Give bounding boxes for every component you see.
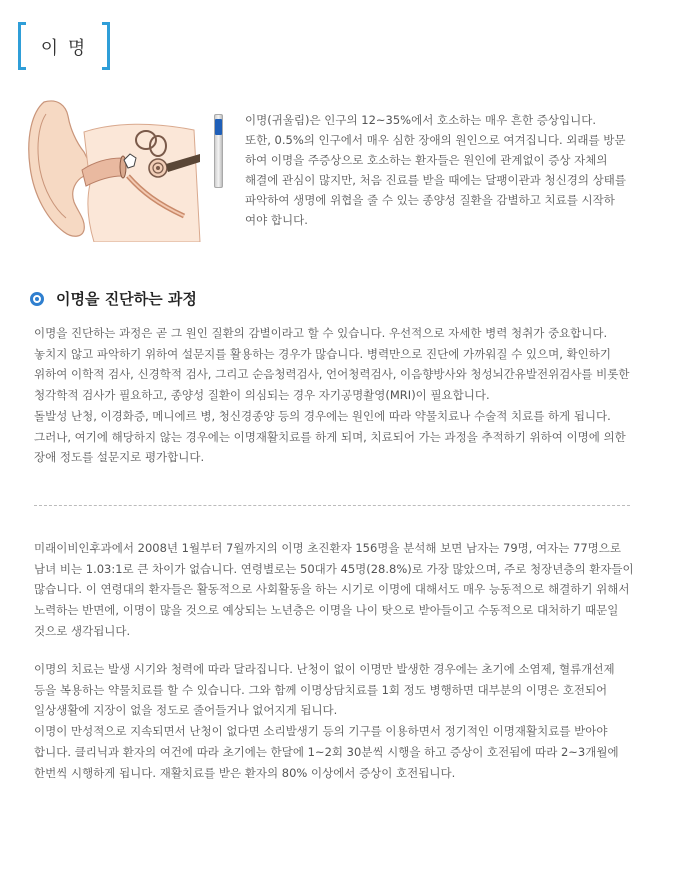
section-title: 이명을 진단하는 과정 (56, 290, 197, 308)
diagnosis-paragraph (34, 323, 644, 468)
paragraph-line: 미래이비인후과에서 2008년 1월부터 7월까지의 이명 초진환자 156명을 분석해 보면 남자는 79명, 여자는 77명으로 (34, 541, 621, 555)
paragraph-line: 남녀 비는 1.03:1로 큰 차이가 없습니다. 연령별로는 50대가 45명(28.8%)로 가장 많았으며, 주로 청장년층의 환자들이 (34, 561, 634, 576)
page-title: 이 명 (40, 38, 88, 59)
treatment-paragraph (34, 659, 644, 783)
circle-bullet-icon (30, 292, 44, 306)
paragraph-line: 이명을 진단하는 과정은 곧 그 원인 질환의 감별이라고 할 수 있습니다. 우선적으로 자세한 병력 청취가 중요합니다. (34, 326, 608, 340)
paragraph-line: 합니다. 클리닉과 환자의 여건에 따라 초기에는 한달에 1~2회 30분씩 시행을 하고 증상이 호전됨에 따라 2~3개월에 (34, 744, 619, 759)
paragraph-line: 놓치지 않고 파악하기 위하여 설문지를 활용하는 경우가 많습니다. 병력만으로 진단에 가까워질 수 있으며, 확인하기 (34, 346, 611, 361)
intro-text (245, 110, 625, 230)
statistics-paragraph (34, 538, 644, 642)
paragraph-line: 한번씩 시행하게 됩니다. 재활치료를 받은 환자의 80% 이상에서 증상이 호전됩니다. (34, 765, 456, 780)
intro-line: 또한, 0.5%의 인구에서 매우 심한 장애의 원인으로 여겨집니다. 외래를 방문 (245, 133, 626, 147)
dashed-divider (34, 505, 630, 506)
paragraph-line: 돌발성 난청, 이경화증, 메니에르 병, 청신경종양 등의 경우에는 원인에 따라 약물치료나 수술적 치료를 하게 됩니다. (34, 408, 611, 423)
paragraph-line: 이명이 만성적으로 지속되면서 난청이 없다면 소리발생기 등의 기구를 이용하면서 정기적인 이명재활치료를 받아야 (34, 724, 608, 739)
intro-line: 파악하여 생명에 위협을 줄 수 있는 종양성 질환을 감별하고 치료를 시작하 (245, 193, 615, 207)
intro-line: 이명(귀울림)은 인구의 12~35%에서 호소하는 매우 흔한 증상입니다. (245, 113, 597, 127)
scrollbar[interactable] (214, 114, 223, 188)
intro-line: 해결에 관심이 많지만, 처음 진료를 받을 때에는 달팽이관과 청신경의 상태를 (245, 173, 626, 187)
paragraph-line: 그러나, 여기에 해당하지 않는 경우에는 이명재활치료를 하게 되며, 치료되어 가는 과정을 추적하기 위하여 이명에 의한 (34, 429, 626, 444)
paragraph-line: 많습니다. 이 연령대의 환자들은 활동적으로 사회활동을 하는 시기로 이명에 대해서도 매우 능동적으로 해결하기 위해서 (34, 582, 630, 597)
paragraph-line: 청각학적 검사가 필요하고, 종양성 질환이 의심되는 경우 자기공명촬영(MRI)이 필요합니다. (34, 388, 490, 403)
intro-line: 여야 합니다. (245, 213, 308, 227)
right-bracket (102, 22, 110, 70)
paragraph-line: 이명의 치료는 발생 시기와 청력에 따라 달라집니다. 난청이 없이 이명만 발생한 경우에는 초기에 소염제, 혈류개선제 (34, 662, 615, 676)
paragraph-line: 노력하는 반면에, 이명이 많을 것으로 예상되는 노년층은 이명을 나이 탓으로 받아들이고 수동적으로 대처하기 때문일 (34, 603, 619, 618)
paragraph-line: 일상생활에 지장이 없을 정도로 줄어들거나 없어지게 됩니다. (34, 703, 338, 718)
paragraph-line: 장애 정도를 설문지로 평가합니다. (34, 450, 205, 465)
paragraph-line: 등을 복용하는 약물치료를 할 수 있습니다. 그와 함께 이명상담치료를 1회 정도 병행하면 대부분의 이명은 호전되어 (34, 682, 608, 697)
ear-anatomy-illustration (24, 92, 206, 242)
page-title-box (18, 22, 110, 70)
paragraph-line: 것으로 생각됩니다. (34, 623, 131, 638)
paragraph-line: 위하여 이학적 검사, 신경학적 검사, 그리고 순음청력검사, 언어청력검사, 이음향방사와 청성뇌간유발전위검사를 비롯한 (34, 367, 630, 382)
section-header (30, 288, 197, 309)
scrollbar-thumb[interactable] (215, 119, 222, 135)
intro-line: 하여 이명을 주증상으로 호소하는 환자들은 원인에 관계없이 증상 자체의 (245, 153, 608, 167)
